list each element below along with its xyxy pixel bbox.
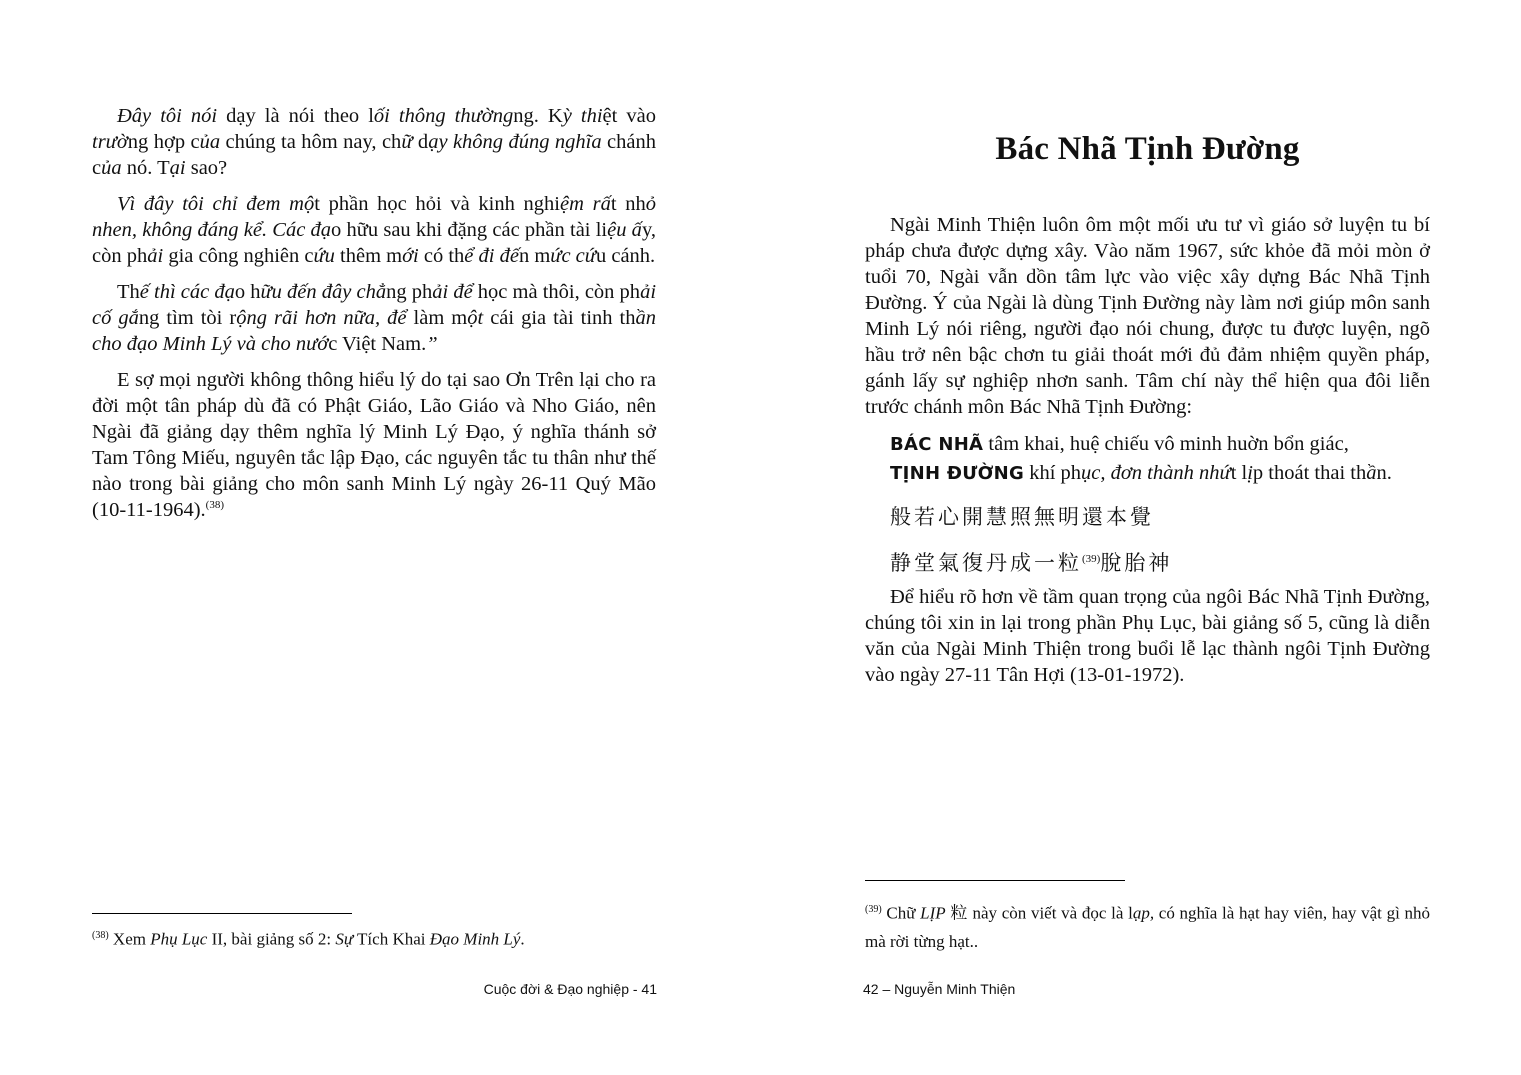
text-run: ầ [1366, 462, 1377, 484]
text-run: làm m [406, 307, 468, 329]
couplet-text: tâm khai, huệ chiếu vô minh huờn bổn giác, [983, 433, 1349, 455]
footnote-39 [865, 896, 1430, 956]
text-run: Đạo Minh Lý [429, 929, 521, 949]
text-run: Tích Khai [353, 929, 430, 949]
text-run: p thoát thai th [1252, 462, 1367, 484]
text-run: ạp, [1132, 903, 1155, 923]
text-run: E sợ mọi người không thông hiểu lý do tại sao Ơn Trên lại cho ra đời một tân pháp dù đã có Phật Giáo, Lão Giáo và Nho Giáo, nên Ngài đã giảng dạy thêm nghĩa lý Minh Lý Đạo, ý nghĩa thánh sở Tam Tông Miếu, nguyên tắc lập Đạo, các nguyên tắc tu thân như thế nào trong bài giảng cho môn sanh Minh Lý ngày 26-11 Quý Mão (10-11-1964). [92, 369, 656, 521]
text-run: ” [426, 333, 438, 355]
text-run: chánh c [92, 131, 656, 179]
text-run: Đây tôi nói [117, 105, 218, 127]
text-run: ỏ nhen, không đáng kể. Các đạ [92, 193, 656, 241]
text-run: o hữu sau khi đặng các phần tài li [331, 219, 608, 241]
text-run: ức cứ [550, 245, 596, 267]
text-run: y, còn ph [92, 219, 656, 267]
footnote-divider [92, 913, 352, 914]
text-run: ữu đến đây chẳ [260, 281, 387, 303]
text-run: ế thì các đạ [139, 281, 235, 303]
han-text: 静堂氣復丹成一粒 [890, 551, 1082, 575]
text-run: LỊP [920, 903, 946, 923]
han-line-1: 般若心開慧照無明還本覺 [890, 505, 1154, 529]
text-run: ần cho đạo Minh Lý và cho nướ [92, 307, 656, 355]
text-run: nó. T [121, 157, 170, 179]
text-run: ải [147, 245, 164, 267]
paragraph-text [92, 369, 656, 521]
text-run: Chữ [881, 903, 921, 923]
footnote-text [109, 930, 525, 949]
text-run: ng hợp c [127, 131, 200, 153]
text-run: c Việt Nam. [328, 333, 427, 355]
running-footer: 42 – Nguyễn Minh Thiện [863, 981, 1016, 997]
text-run: d [412, 131, 429, 153]
text-run: trườ [92, 131, 128, 153]
paragraph [865, 584, 1430, 688]
paragraph [92, 103, 656, 181]
text-run: ộng rãi hơn nữa, để [236, 307, 407, 329]
text-run: ại [169, 157, 186, 179]
text-run: II, bài giảng số 2: [207, 929, 336, 949]
text-run: sao? [185, 157, 228, 179]
text-run: ạy không đúng nghĩa [428, 131, 602, 153]
footnote-divider [865, 880, 1125, 881]
text-run: 粒 này còn viết và đọc là l [945, 903, 1133, 923]
han-characters [890, 496, 1430, 584]
text-run: ng tìm tòi r [138, 307, 237, 329]
couplet-lead: TỊNH ĐƯỜNG [890, 463, 1025, 484]
han-line-2 [890, 538, 1430, 584]
text-run: ng ph [386, 281, 433, 303]
text-run: ng. K [513, 105, 563, 127]
paragraph [92, 367, 656, 523]
footnote-ref-38[interactable]: (38) [205, 499, 224, 512]
text-run: n m [518, 245, 551, 267]
footnote-marker: (39) [865, 904, 882, 915]
text-run: ải để [432, 281, 473, 303]
text-run: ủa [101, 157, 122, 179]
text-run: học mà thôi, còn ph [472, 281, 641, 303]
footnote-marker: (38) [92, 930, 109, 941]
text-run: ể đi đế [464, 245, 519, 267]
text-run: . [520, 929, 525, 949]
couplet-line-2 [890, 459, 1430, 488]
footnote-ref-39[interactable]: (39) [1082, 553, 1101, 565]
text-run: u cánh. [595, 245, 656, 267]
text-run: ỳ thi [562, 105, 603, 127]
right-body [865, 212, 1430, 698]
text-run: Phụ Lục [1121, 612, 1192, 634]
running-footer: Cuộc đời & Đạo nghiệp - 41 [483, 981, 657, 997]
text-run: Vì đây tôi chỉ đem mộ [117, 193, 315, 215]
couplet [890, 430, 1430, 488]
han-text: 脫胎神 [1100, 551, 1173, 575]
footnote-text [865, 904, 1430, 951]
couplet-line-1 [890, 430, 1430, 459]
text-run: , bài giảng số 5, cũng là diễn văn của Ngài Minh Thiện trong buổi lễ lạc thành ngôi Tịnh Đường vào ngày 27-11 Tân Hợi (13-01-1972). [865, 612, 1430, 686]
text-run: ệt vào [602, 105, 656, 127]
text-run: ủa [199, 131, 221, 153]
text-run: t nh [610, 193, 646, 215]
text-run: o h [234, 281, 261, 303]
text-run: ứu [313, 245, 335, 267]
left-page [0, 0, 760, 1075]
text-run: ữ [401, 131, 413, 153]
paragraph [92, 191, 656, 269]
text-run: t phần học hỏi và kinh nghi [314, 193, 560, 215]
left-body [92, 103, 656, 533]
text-run: Để hiểu rõ hơn về tầm quan trọng của ngôi Bác Nhã Tịnh Đường, chúng tôi xin in lại trong phần [865, 586, 1430, 634]
text-run: t l [1230, 462, 1248, 484]
chapter-title: Bác Nhã Tịnh Đường [995, 131, 1300, 167]
text-run: Th [117, 281, 140, 303]
text-run: dạy là nói theo l [217, 105, 374, 127]
text-run: ối thông thường [373, 105, 514, 127]
text-run: Xem [108, 929, 151, 949]
couplet-text [1024, 462, 1392, 484]
text-run: ị [1247, 462, 1253, 484]
text-run: ệu ấ [607, 219, 642, 241]
text-run: ới [402, 245, 419, 267]
text-run: ải cố gắ [92, 281, 657, 329]
text-run: chúng ta hôm nay, ch [220, 131, 402, 153]
text-run: n. [1376, 462, 1392, 484]
footnote-38 [92, 922, 656, 954]
text-run: Sự [335, 929, 354, 949]
text-run: cái gia tài tinh th [483, 307, 636, 329]
text-run: ột [467, 307, 484, 329]
text-run: ục, đơn thành nhứ [1081, 462, 1231, 484]
text-run: khí ph [1024, 462, 1082, 484]
text-run: có th [418, 245, 465, 267]
text-run: ệm rấ [560, 193, 611, 215]
text-run: gia công nghiên c [163, 245, 314, 267]
text-run: Phụ Lục [150, 929, 208, 949]
paragraph: Ngài Minh Thiện luôn ôm một mối ưu tư vì giáo sở luyện tu bí pháp chưa được dựng xây. Vào năm 1967, sức khỏe đã mỏi mòn ở tuổi 70, Ngài vẫn dồn tâm lực vào việc xây dựng Bác Nhã Tịnh Đường. Ý của Ngài là dùng Tịnh Đường này làm nơi giúp môn sanh Minh Lý nói riêng, người đạo nói chung, được tu được luyện, ngõ hầu trở nên bậc chơn tu giải thoát mới đủ đảm nhiệm quyền pháp, gánh lấy sự nghiệp nhơn sanh. Tâm chí này thể hiện qua đôi liễn trước chánh môn Bác Nhã Tịnh Đường: [865, 214, 1430, 418]
couplet-lead: BÁC NHÃ [890, 434, 984, 455]
paragraph [92, 279, 656, 357]
right-page [760, 0, 1521, 1075]
text-run: thêm m [334, 245, 403, 267]
text-run: có nghĩa là hạt hay viên, hay vật gì nhỏ mà rời từng hạt.. [865, 903, 1431, 951]
